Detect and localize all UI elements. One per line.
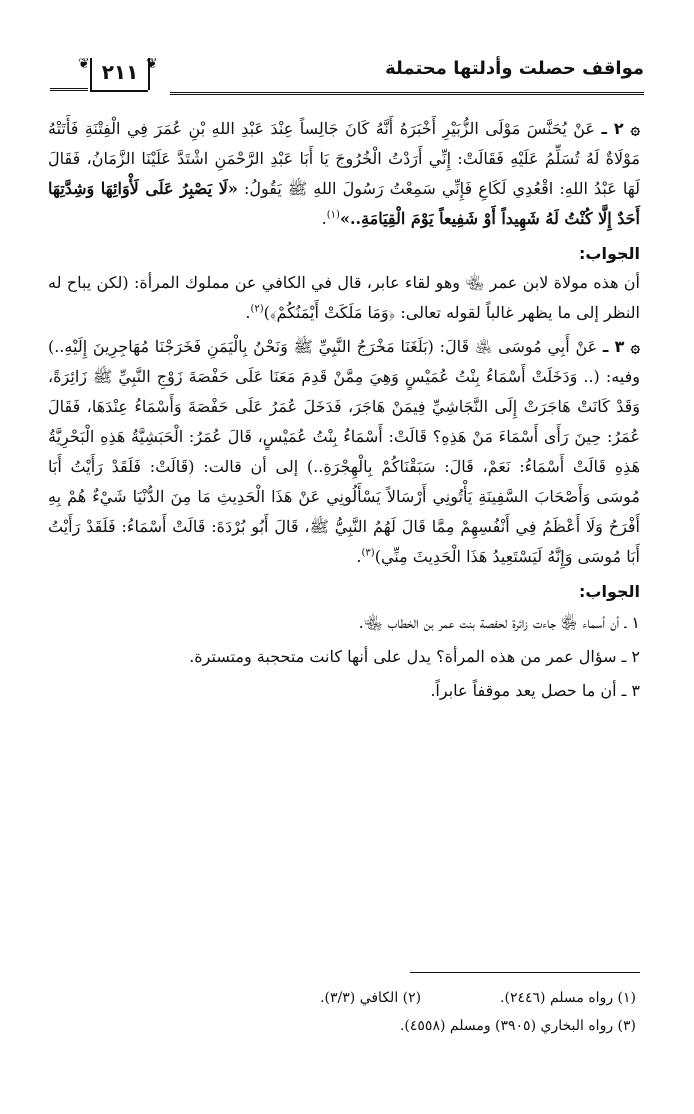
- answer-text: أن هذه مولاة لابن عمر ﵄ وهو لقاء عابر، قال في الكافي عن مملوك المرأة: (لكن يباح له النظر إلى ما يظهر غالباً لقوله تعالى: ﴿وَمَا مَلَكَتْ أَيْمَنُكُمْ﴾): [48, 273, 640, 322]
- footnotes: [48, 984, 636, 1040]
- footnote-3: (٣) رواه البخاري (٣٩٠٥) ومسلم (٤٥٥٨).: [399, 1018, 636, 1034]
- hadith-text: عَنْ يُحَنَّسَ مَوْلَى الزُّبَيْرِ أَخْبَرَهُ أَنَّهُ كَانَ جَالِساً عِنْدَ عَبْدِ اللهِ بْنِ عُمَرَ فِي الْفِتْنَةِ فَأَتَتْهُ مَوْلَاةٌ لَهُ تُسَلِّمُ عَلَيْهِ فَقَالَتْ: إِنِّي أَرَدْتُ الْخُرُوجَ يَا أَبَا عَبْدِ الرَّحْمَنِ اشْتَدَّ عَلَيْنَا الزَّمَانُ، فَقَالَ لَهَا عَبْدُ اللهِ: اقْعُدِي لَكَاعِ فَإِنِّي سَمِعْتُ رَسُولَ اللهِ ﷺ يَقُولُ:: [48, 119, 640, 198]
- footnote-ref: (٣): [361, 547, 375, 559]
- box-right-edge: [148, 58, 150, 90]
- answer-paragraph: [48, 268, 640, 328]
- hadith-2: ۞ ٢ ـ عَنْ يُحَنَّسَ مَوْلَى الزُّبَيْرِ أَخْبَرَهُ أَنَّهُ كَانَ جَالِساً عِنْدَ عَبْدِ اللهِ بْنِ عُمَرَ فِي الْفِتْنَةِ فَأَتَتْهُ مَوْلَاةٌ لَهُ تُسَلِّمُ عَلَيْهِ فَقَالَتْ: إِنِّي أَرَدْتُ الْخُرُوجَ يَا أَبَا عَبْدِ الرَّحْمَنِ اشْتَدَّ عَلَيْنَا الزَّمَانُ، فَقَالَ لَهَا عَبْدُ اللهِ: اقْعُدِي لَكَاعِ فَإِنِّي سَمِعْتُ رَسُولَ اللهِ ﷺ يَقُولُ: «لَا يَصْبِرُ عَلَى لَأْوَائِهَا وَشِدَّتِهَا أَحَدٌ إِلَّا كُنْتُ لَهُ شَهِيداً أَوْ شَفِيعاً يَوْمَ الْقِيَامَةِ..»$^{(١)}$.: [48, 119, 641, 228]
- answer-item: ٣ ـ أن ما حصل يعد موقفاً عابراً.: [430, 681, 640, 700]
- main-text: [48, 114, 640, 708]
- footnote-2: (٢) الكافي (٣/٣).: [320, 990, 422, 1006]
- running-title: مواقف حصلت وأدلتها محتملة: [385, 58, 644, 79]
- entry-marker: ۞ ٣ ـ: [602, 337, 640, 356]
- hadith-text: عَنْ أَبِي مُوسَى ﵁ قَالَ: (بَلَغَنَا مَخْرَجُ النَّبِيِّ ﷺ وَنَحْنُ بِالْيَمَنِ فَخَرَجْنَا مُهَاجِرِينَ إِلَيْهِ..) وفيه: (.. وَدَخَلَتْ أَسْمَاءُ بِنْتُ عُمَيْسٍ وَهِيَ مِمَّنْ قَدِمَ مَعَنَا عَلَى حَفْصَةَ زَوْجِ النَّبِيِّ ﷺ زَائِرَةً، وَقَدْ كَانَتْ هَاجَرَتْ إِلَى النَّجَاشِيِّ فِيمَنْ هَاجَرَ، فَدَخَلَ عُمَرُ عَلَى حَفْصَةَ وَأَسْمَاءُ عِنْدَهَا، فَقَالَ عُمَرُ: حِينَ رَأَى أَسْمَاءَ مَنْ هَذِهِ؟ قَالَتْ: أَسْمَاءُ بِنْتُ عُمَيْسٍ، قَالَ عُمَرُ: الْحَبَشِيَّةُ هَذِهِ الْبَحْرِيَّةُ هَذِهِ قَالَتْ أَسْمَاءُ: نَعَمْ، قَالَ: سَبَقْنَاكُمْ بِالْهِجْرَةِ..) إلى أن قالت: (قَالَتْ: فَلَقَدْ رَأَيْتُ أَبَا مُوسَى وَأَصْحَابَ السَّفِينَةِ يَأْتُونِي أَرْسَالاً يَسْأَلُونِي عَنْ هَذَا الْحَدِيثِ مَا مِنَ الدُّنْيَا شَيْءٌ هُمْ بِهِ أَفْرَحُ وَلَا أَعْظَمُ فِي أَنْفُسِهِمْ مِمَّا قَالَ لَهُمُ النَّبِيُّ ﷺ، قَالَ أَبُو بُرْدَةَ: قَالَتْ أَسْمَاءُ: فَلَقَدْ رَأَيْتُ أَبَا مُوسَى وَإِنَّهُ لَيَسْتَعِيدُ هَذَا الْحَدِيثَ مِنِّي): [48, 337, 640, 566]
- footnote-separator: [410, 972, 640, 973]
- footnote-row: [48, 984, 636, 1012]
- answer-item: ٢ ـ سؤال عمر من هذه المرأة؟ يدل على أنها كانت متحجبة ومتسترة.: [189, 647, 640, 666]
- box-base: [90, 90, 148, 92]
- hadith-3: ۞ ٣ ـ عَنْ أَبِي مُوسَى ﵁ قَالَ: (بَلَغَنَا مَخْرَجُ النَّبِيِّ ﷺ وَنَحْنُ بِالْيَمَنِ فَخَرَجْنَا مُهَاجِرِينَ إِلَيْهِ..) وفيه: (.. وَدَخَلَتْ أَسْمَاءُ بِنْتُ عُمَيْسٍ وَهِيَ مِمَّنْ قَدِمَ مَعَنَا عَلَى حَفْصَةَ زَوْجِ النَّبِيِّ ﷺ زَائِرَةً، وَقَدْ كَانَتْ هَاجَرَتْ إِلَى النَّجَاشِيِّ فِيمَنْ هَاجَرَ، فَدَخَلَ عُمَرُ عَلَى حَفْصَةَ وَأَسْمَاءُ عِنْدَهَا، فَقَالَ عُمَرُ: حِينَ رَأَى أَسْمَاءَ مَنْ هَذِهِ؟ قَالَتْ: أَسْمَاءُ بِنْتُ عُمَيْسٍ، قَالَ عُمَرُ: الْحَبَشِيَّةُ هَذِهِ الْبَحْرِيَّةُ هَذِهِ قَالَتْ أَسْمَاءُ: نَعَمْ، قَالَ: سَبَقْنَاكُمْ بِالْهِجْرَةِ..) إلى أن قالت: (قَالَتْ: فَلَقَدْ رَأَيْتُ أَبَا مُوسَى وَأَصْحَابَ السَّفِينَةِ يَأْتُونِي أَرْسَالاً يَسْأَلُونِي عَنْ هَذَا الْحَدِيثِ مَا مِنَ الدُّنْيَا شَيْءٌ هُمْ بِهِ أَفْرَحُ وَلَا أَعْظَمُ فِي أَنْفُسِهِمْ مِمَّا قَالَ لَهُمُ النَّبِيُّ ﷺ، قَالَ أَبُو بُرْدَةَ: قَالَتْ أَسْمَاءُ: فَلَقَدْ رَأَيْتُ أَبَا مُوسَى وَإِنَّهُ لَيَسْتَعِيدُ هَذَا الْحَدِيثَ مِنِّي)$^{(٣)}$.: [48, 337, 640, 566]
- leaf-ornament-icon: ❦: [146, 56, 158, 72]
- answer-end: .: [245, 303, 251, 322]
- page-header: [50, 52, 644, 96]
- footnote-1: (١) رواه مسلم (٢٤٤٦).: [500, 990, 636, 1006]
- answer-label: الجواب:: [578, 244, 640, 263]
- page-number: ٢١١: [101, 60, 139, 84]
- footnote-ref: (١): [326, 209, 340, 221]
- leaf-ornament-icon: ❦: [78, 56, 90, 72]
- box-side-rule: [50, 88, 88, 91]
- answer-item: ١ ـ أن أسماء ﵂ جاءت زائرة لحفصة بنت عمر بن الخطاب ﵄.: [358, 613, 640, 632]
- hadith-quote: «لَا يَصْبِرُ عَلَى لَأْوَائِهَا وَشِدَّتِهَا أَحَدٌ إِلَّا كُنْتُ لَهُ شَهِيداً أَوْ شَفِيعاً يَوْمَ الْقِيَامَةِ..»: [48, 179, 640, 228]
- answer-label: الجواب:: [578, 582, 640, 601]
- footnote-ref: (٢): [250, 303, 264, 315]
- entry-marker: ۞ ٢ ـ: [601, 119, 641, 138]
- header-rule: [170, 92, 644, 95]
- page-number-box: [50, 52, 160, 94]
